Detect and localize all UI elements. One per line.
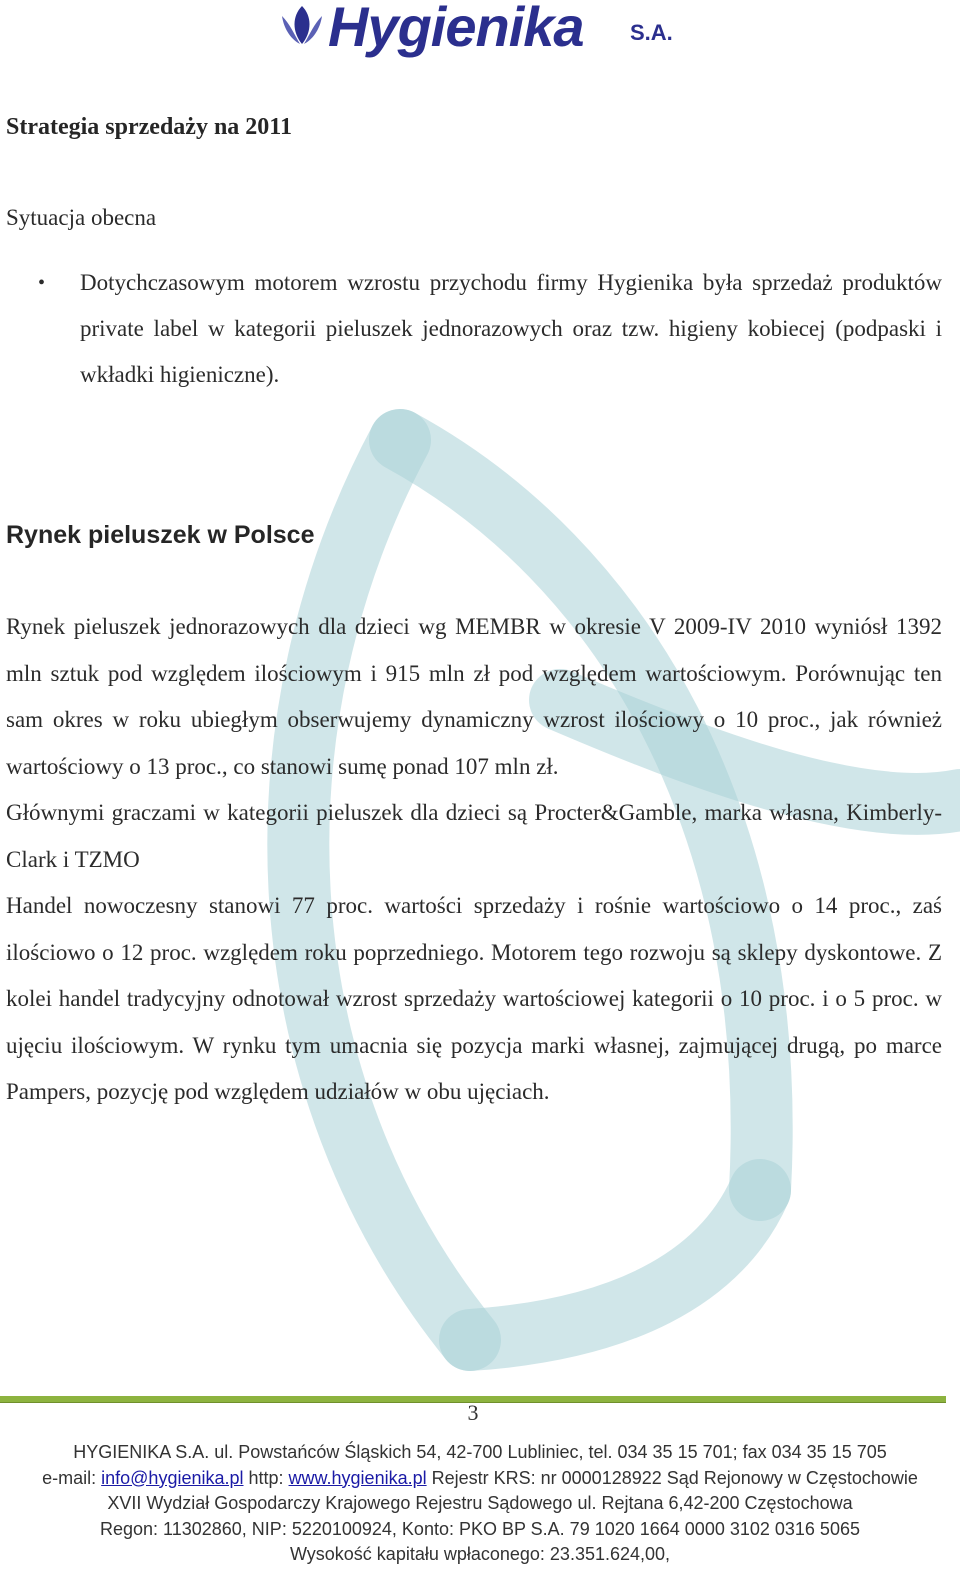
footer-email-label: e-mail:: [42, 1467, 102, 1488]
current-situation-heading: Sytuacja obecna: [6, 205, 157, 230]
page-number: 3: [467, 1400, 479, 1425]
paragraph-market-size: Rynek pieluszek jednorazowych dla dzieci wg MEMBR w okresie V 2009-IV 2010 wyniósł 1392 mln sztuk pod względem ilościowym i 915 mln zł pod względem wartościowym. Porównując ten sam okres w roku ubiegłym obserwujemy dynamiczny wzrost ilościowy o 10 proc., jak również wartościowy o 13 proc., co stanowi sumę ponad 107 mln zł.: [6, 614, 942, 779]
footer-capital-line: Wysokość kapitału wpłaconego: 23.351.624,00,: [289, 1544, 671, 1564]
list-item: [0, 260, 942, 398]
paragraph-trade-channels: Handel nowoczesny stanowi 77 proc. wartości sprzedaży i rośnie wartościowo o 14 proc., zaś ilościowo o 12 proc. względem roku poprzedniego. Motorem tego rozwoju są sklepy dyskontowe. Z kolei handel tradycyjny odnotował wzrost sprzedaży wartościowej kategorii o 10 proc. i o 5 proc. w ujęciu ilościowym. W rynku tym umacnia się pozycja marki własnej, zajmującej drugą, po marce Pampers, pozycję pod względem udziałów w obu ujęciach.: [6, 893, 942, 1104]
footer-contact-line: [0, 1466, 960, 1492]
footer-company-name: HYGIENIKA S.A.: [73, 1442, 210, 1462]
footer-address: ul. Powstańców Śląskich 54, 42-700 Lubliniec, tel. 034 35 15 701; fax 034 35 15 705: [209, 1442, 887, 1462]
email-link[interactable]: info@hygienika.pl: [101, 1467, 244, 1488]
paragraph-main-players: Głównymi graczami w kategorii pieluszek dla dzieci są Procter&Gamble, marka własna, Kimberly-Clark i TZMO: [6, 800, 942, 872]
footer-registry: Rejestr KRS: nr 0000128922 Sąd Rejonowy w Częstochowie: [426, 1467, 918, 1488]
footer-http-label: http:: [243, 1467, 289, 1488]
footer-court-line: XVII Wydział Gospodarczy Krajowego Rejestru Sądowego ul. Rejtana 6,42-200 Częstochowa: [107, 1493, 853, 1513]
document-title: Strategia sprzedaży na 2011: [6, 114, 292, 140]
website-link[interactable]: www.hygienika.pl: [288, 1467, 427, 1488]
market-section-body: [6, 604, 942, 1116]
company-footer: [0, 1440, 960, 1568]
footer-address-line: [0, 1440, 960, 1466]
bullet-text: Dotychczasowym motorem wzrostu przychodu firmy Hygienika była sprzedaż produktów private label w kategorii pieluszek jednorazowych oraz tzw. higieny kobiecej (podpaski i wkładki higieniczne).: [80, 270, 942, 387]
bullet-icon: •: [38, 272, 46, 294]
logo-suffix: S.A.: [630, 20, 673, 45]
company-logo: [278, 0, 698, 62]
market-section-heading: Rynek pieluszek w Polsce: [6, 521, 315, 549]
bullet-list: [0, 260, 960, 398]
lotus-logo-icon: [278, 4, 326, 48]
footer-bank-line: Regon: 11302860, NIP: 5220100924, Konto: PKO BP S.A. 79 1020 1664 0000 3102 0316 5065: [100, 1518, 860, 1539]
logo-wordmark: Hygienika: [328, 0, 584, 58]
